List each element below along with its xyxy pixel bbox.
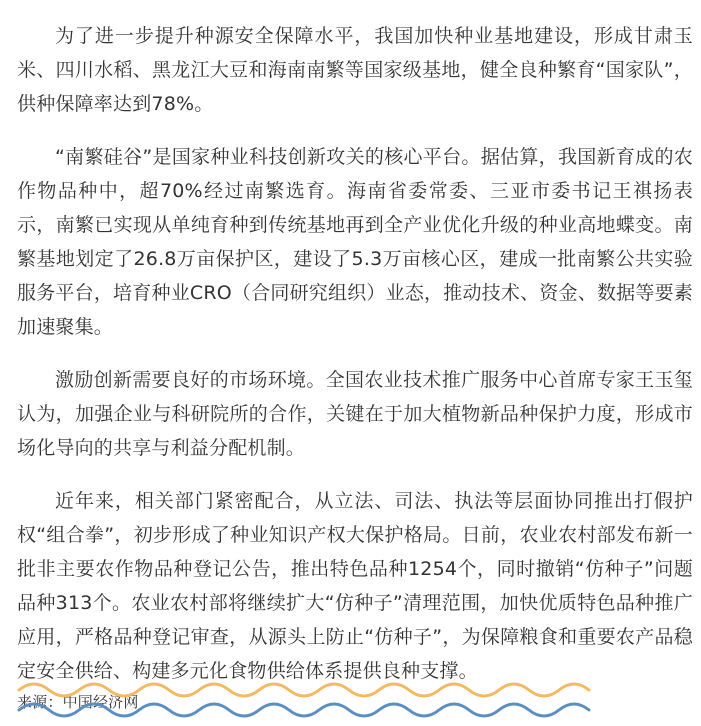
paragraph-ip-protection: 近年来，相关部门紧密配合，从立法、司法、执法等层面协同推出打假护权“组合拳”，初步形成了种业知识产权大保护格局。日前，农业农村部发布新一批非主要农作物品种登记公告，推出特色品种1254个，同时撤销“仿种子”问题品种313个。农业农村部将继续扩大“仿种子”清理范围，加快优质特色品种推广应用，严格品种登记审查，从源头上防止“仿种子”，为保障粮食和重要农产品稳定安全供给、构建多元化食物供给体系提供良种支撑。 [17,490,693,682]
wave-decoration-icon [17,672,597,722]
wave-line-blue [19,704,589,716]
wave-divider [17,672,597,722]
article-body [17,0,693,714]
paragraph-seed-base: 为了进一步提升种源安全保障水平，我国加快种业基地建设，形成甘肃玉米、四川水稻、黑龙江大豆和海南南繁等国家级基地，健全良种繁育“国家队”，供种保障率达到78%。 [17,25,693,115]
source-line: 来源：中国经济网 [17,693,139,711]
wave-line-orange [19,684,589,696]
paragraph-nanfan-silicon-valley: “南繁硅谷”是国家种业科技创新攻关的核心平台。据估算，我国新育成的农作物品种中，超70%经过南繁选育。海南省委常委、三亚市委书记王祺扬表示，南繁已实现从单纯育种到传统基地再到全产业优化升级的种业高地蝶变。南繁基地划定了26.8万亩保护区，建设了5.3万亩核心区，建成一批南繁公共实验服务平台，培育种业CRO（合同研究组织）业态，推动技术、资金、数据等要素加速聚集。 [17,146,693,338]
paragraph-market-environment: 激励创新需要良好的市场环境。全国农业技术推广服务中心首席专家王玉玺认为，加强企业与科研院所的合作，关键在于加大植物新品种保护力度，形成市场化导向的共享与利益分配机制。 [17,369,693,459]
